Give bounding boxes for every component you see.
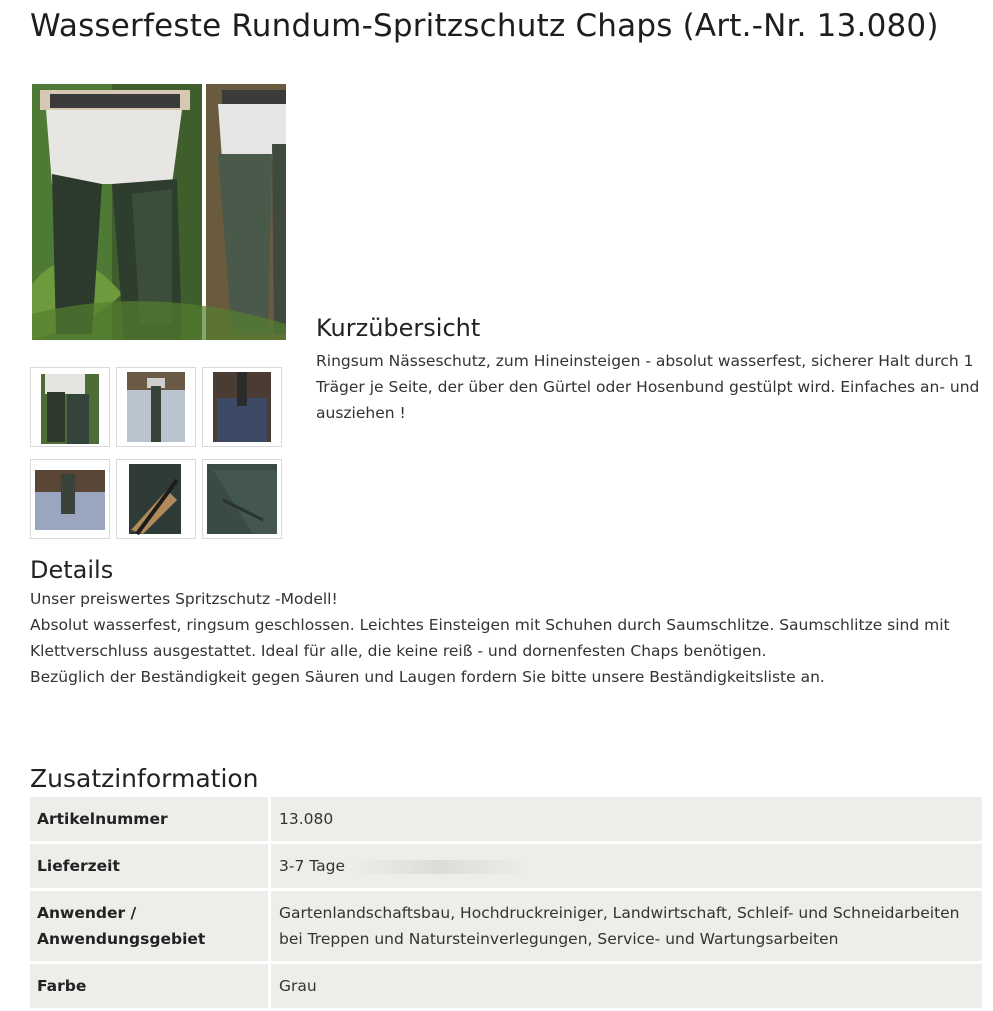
row-key-line: Anwendungsgebiet [37,930,206,948]
additional-info-section [30,764,984,1011]
details-line: Unser preiswertes Spritzschutz -Modell! [30,590,338,608]
table-row [30,891,982,961]
thumbnail-2[interactable] [116,367,196,447]
details-line: Klettverschluss ausgestattet. Ideal für alle, die keine reiß - und dornenfesten Chaps benötigen. [30,642,767,660]
row-key: Artikelnummer [30,797,271,841]
thumbnail-3[interactable] [202,367,282,447]
row-value: Grau [271,964,982,1008]
details-line: Bezüglich der Beständigkeit gegen Säuren und Laugen fordern Sie bitte unsere Beständigkeitsliste an. [30,668,825,686]
overview-heading: Kurzübersicht [316,314,481,342]
thumbnail-6[interactable] [202,459,282,539]
table-row [30,844,982,888]
additional-info-heading: Zusatzinformation [30,764,259,793]
blurred-text [349,860,529,874]
overview-section [316,314,984,426]
row-value [271,844,982,888]
row-value: 13.080 [271,797,982,841]
thumbnail-1[interactable] [30,367,110,447]
row-value-line: Gartenlandschaftsbau, Hochdruckreiniger, Landwirtschaft, Schleif- und Schneidarbeiten [279,904,960,922]
additional-info-table [30,794,982,1011]
row-key [30,891,271,961]
row-key: Lieferzeit [30,844,271,888]
main-product-image[interactable] [32,84,286,340]
thumbnail-5[interactable] [116,459,196,539]
row-value-line: bei Treppen und Natursteinverlegungen, Service- und Wartungsarbeiten [279,930,839,948]
thumbnail-4[interactable] [30,459,110,539]
details-section [30,556,980,690]
row-key: Farbe [30,964,271,1008]
table-row [30,797,982,841]
page-title: Wasserfeste Rundum-Spritzschutz Chaps (Art.-Nr. 13.080) [30,8,939,44]
row-value [271,891,982,961]
overview-text: Ringsum Nässeschutz, zum Hineinsteigen - absolut wasserfest, sicherer Halt durch 1 Träger je Seite, der über den Gürtel oder Hosenbund gestülpt wird. Einfaches an- und ausziehen ! [316,352,980,422]
delivery-time-value: 3-7 Tage [279,857,346,875]
details-line: Absolut wasserfest, ringsum geschlossen. Leichtes Einsteigen mit Schuhen durch Saumschlitze. Saumschlitze sind mit [30,616,950,634]
details-heading: Details [30,556,114,584]
table-row [30,964,982,1008]
row-key-line: Anwender / [37,904,137,922]
